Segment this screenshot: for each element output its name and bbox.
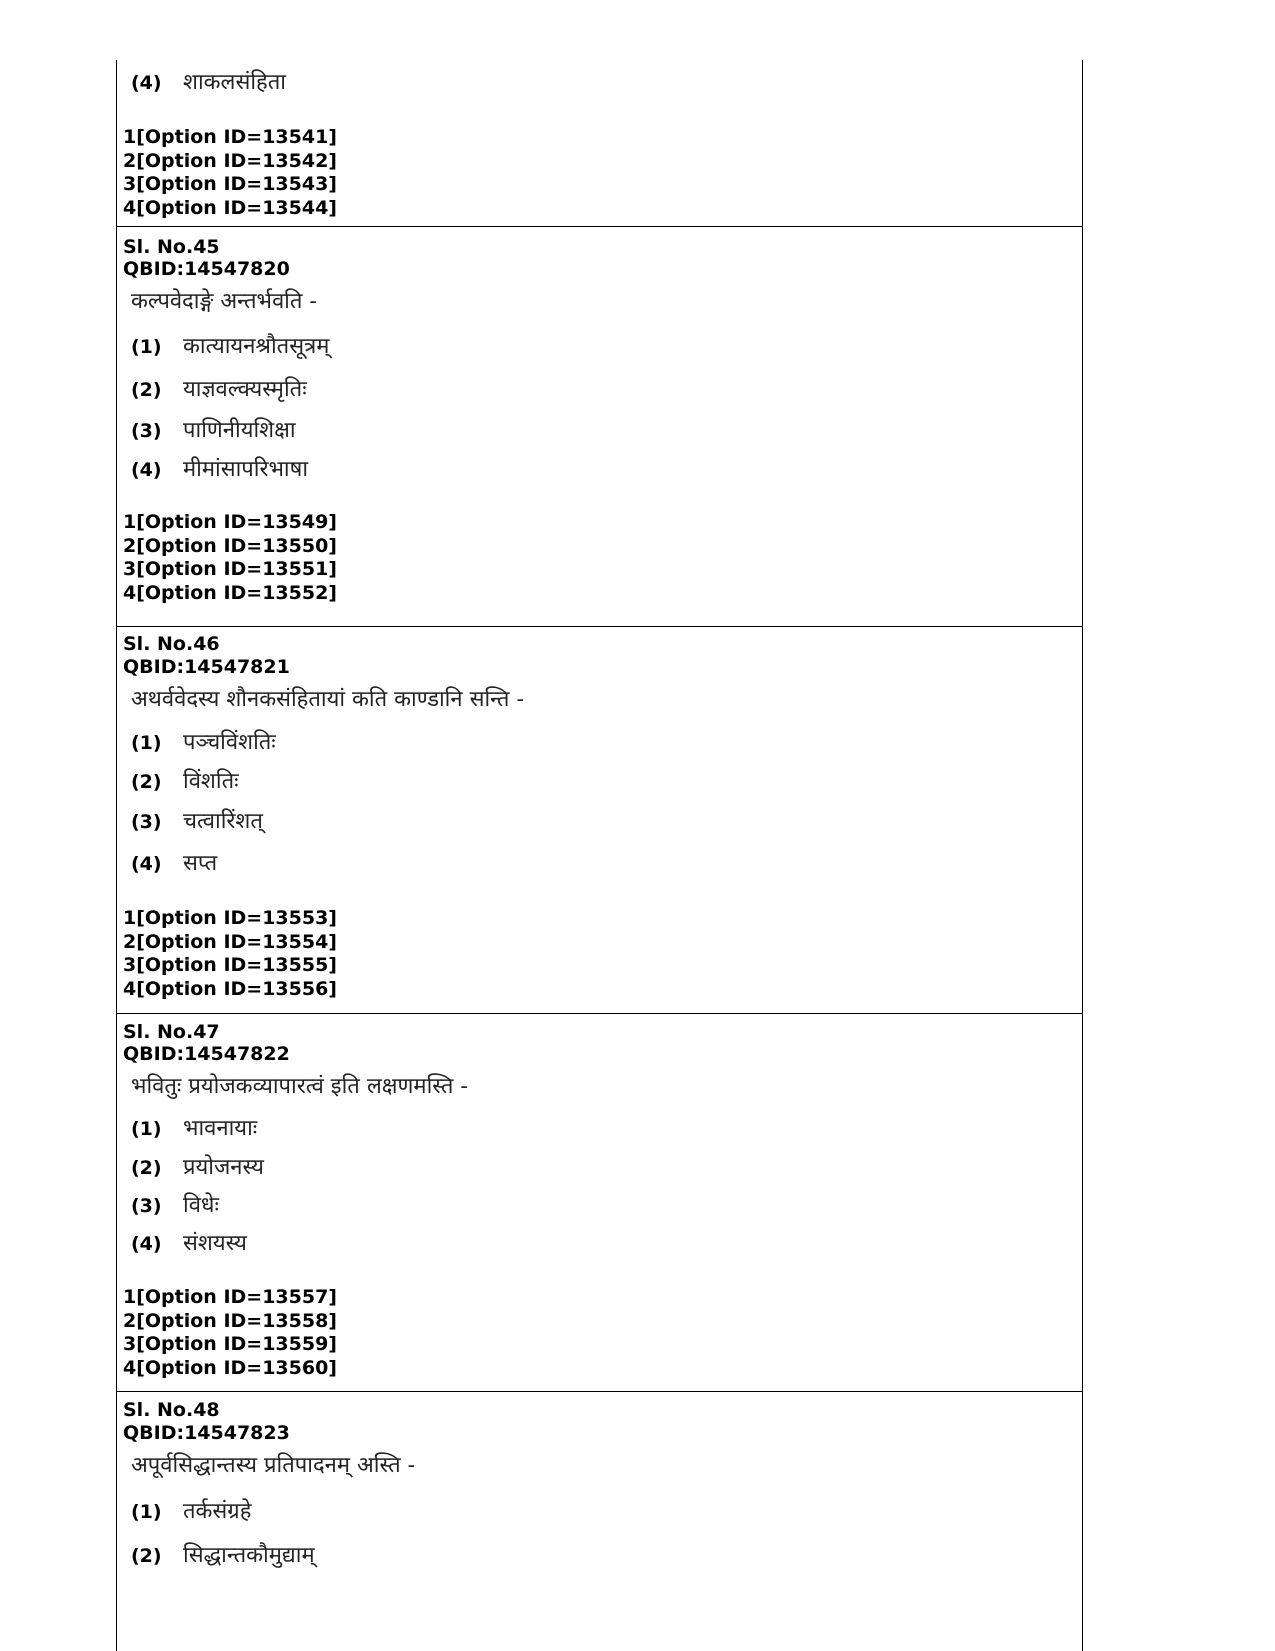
qbid: QBID:14547823	[123, 1422, 290, 1444]
option-2	[131, 375, 307, 405]
serial-number: Sl. No.45	[123, 236, 220, 258]
option-text: पाणिनीयशिक्षा	[183, 418, 296, 443]
option-1	[131, 332, 329, 362]
option-4	[131, 68, 286, 98]
option-id-list	[123, 126, 337, 220]
option-2	[131, 767, 239, 797]
option-text: सिद्धान्तकौमुद्याम्	[183, 1543, 315, 1568]
option-1	[131, 728, 276, 758]
option-id: 4[Option ID=13560]	[123, 1356, 337, 1379]
option-number: (3)	[131, 1195, 162, 1217]
option-number: (2)	[131, 1545, 162, 1567]
option-id: 4[Option ID=13552]	[123, 581, 337, 604]
option-id: 1[Option ID=13549]	[123, 511, 337, 533]
option-text: कात्यायनश्रौतसूत्रम्	[183, 334, 330, 359]
option-id: 3[Option ID=13559]	[123, 1333, 337, 1355]
option-number: (3)	[131, 811, 162, 833]
option-id-list	[123, 511, 337, 605]
option-number: (1)	[131, 336, 162, 358]
option-3	[131, 1191, 219, 1221]
option-text: पञ्चविंशतिः	[183, 730, 276, 755]
option-number: (4)	[131, 459, 162, 481]
option-2	[131, 1153, 264, 1183]
option-id: 4[Option ID=13556]	[123, 977, 337, 1000]
option-id: 3[Option ID=13555]	[123, 954, 337, 976]
option-4	[131, 1229, 247, 1259]
option-number: (1)	[131, 732, 162, 754]
option-text: चत्वारिंशत्	[183, 809, 263, 834]
option-id: 2[Option ID=13542]	[123, 149, 337, 172]
option-text: सप्त	[183, 851, 218, 876]
question-text: अपूर्वसिद्धान्तस्य प्रतिपादनम् अस्ति -	[131, 1453, 416, 1478]
option-3	[131, 416, 296, 446]
option-number: (1)	[131, 1118, 162, 1140]
qbid: QBID:14547820	[123, 258, 290, 280]
option-text: विधेः	[183, 1193, 219, 1218]
qbid: QBID:14547821	[123, 656, 290, 678]
option-text: प्रयोजनस्य	[183, 1155, 264, 1180]
option-id: 3[Option ID=13543]	[123, 173, 337, 195]
option-text: मीमांसापरिभाषा	[183, 457, 309, 482]
option-number: (2)	[131, 1157, 162, 1179]
serial-number: Sl. No.48	[123, 1399, 220, 1421]
option-id: 3[Option ID=13551]	[123, 558, 337, 580]
option-2	[131, 1541, 315, 1571]
option-4	[131, 455, 308, 485]
option-text: याज्ञवल्क्यस्मृतिः	[183, 377, 307, 402]
serial-number: Sl. No.46	[123, 633, 220, 655]
option-id: 2[Option ID=13550]	[123, 534, 337, 557]
question-text: अथर्ववेदस्य शौनकसंहितायां कति काण्डानि सन्ति -	[131, 687, 524, 712]
option-number: (2)	[131, 379, 162, 401]
option-number: (4)	[131, 72, 162, 94]
row-divider	[117, 1013, 1082, 1014]
option-number: (3)	[131, 420, 162, 442]
option-1	[131, 1114, 257, 1144]
option-id: 1[Option ID=13541]	[123, 126, 337, 148]
option-text: विंशतिः	[183, 769, 239, 794]
option-id: 4[Option ID=13544]	[123, 196, 337, 219]
row-divider	[117, 1391, 1082, 1392]
option-number: (4)	[131, 1233, 162, 1255]
option-id: 1[Option ID=13557]	[123, 1286, 337, 1308]
option-id: 2[Option ID=13558]	[123, 1309, 337, 1332]
option-id: 2[Option ID=13554]	[123, 930, 337, 953]
option-number: (2)	[131, 771, 162, 793]
question-table	[116, 60, 1083, 1651]
option-text: भावनायाः	[183, 1116, 258, 1141]
qbid: QBID:14547822	[123, 1043, 290, 1065]
row-divider	[117, 226, 1082, 227]
row-divider	[117, 626, 1082, 627]
option-text: संशयस्य	[183, 1231, 247, 1256]
option-text: शाकलसंहिता	[183, 70, 286, 95]
question-text: कल्पवेदाङ्गे अन्तर्भवति -	[131, 289, 317, 314]
option-number: (1)	[131, 1501, 162, 1523]
option-text: तर्कसंग्रहे	[183, 1499, 252, 1524]
option-1	[131, 1497, 251, 1527]
option-id-list	[123, 1286, 337, 1380]
serial-number: Sl. No.47	[123, 1021, 220, 1043]
option-3	[131, 807, 263, 837]
option-id: 1[Option ID=13553]	[123, 907, 337, 929]
option-number: (4)	[131, 853, 162, 875]
option-4	[131, 849, 217, 879]
question-text: भवितुः प्रयोजकव्यापारत्वं इति लक्षणमस्ति -	[131, 1074, 468, 1099]
option-id-list	[123, 907, 337, 1001]
